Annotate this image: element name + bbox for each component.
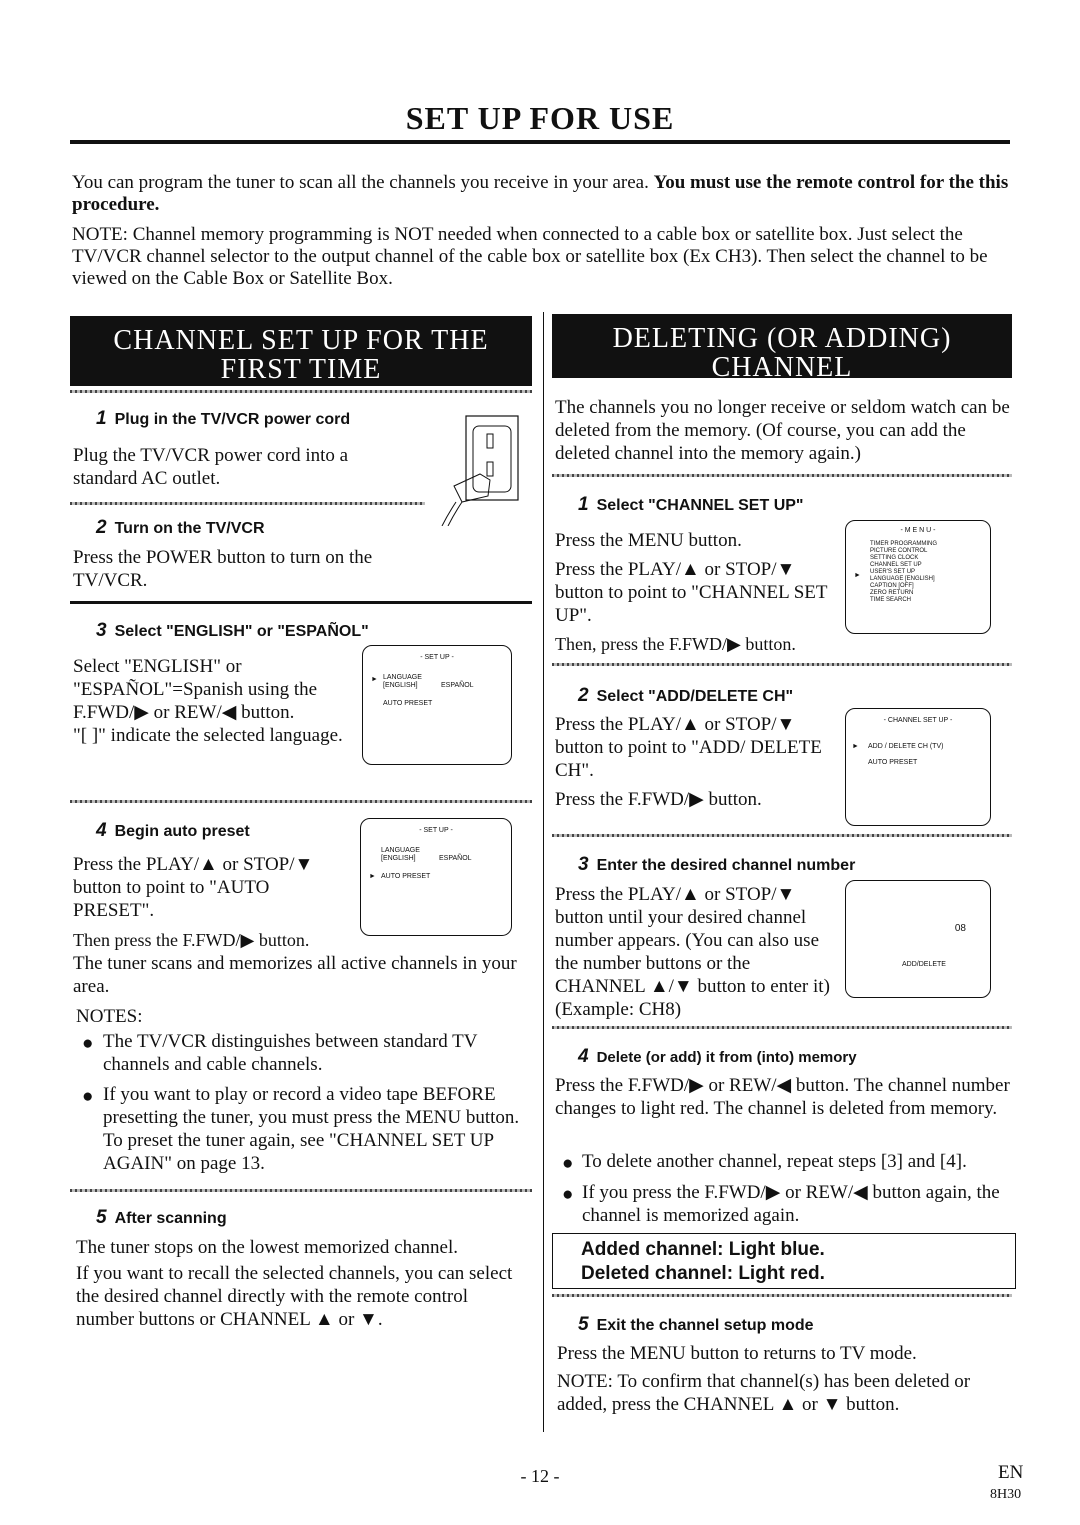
menu-item: ZERO RETURN bbox=[870, 590, 914, 596]
note-text: To confirm that channel(s) has been deleted or added, press the CHANNEL ▲ or ▼ button. bbox=[557, 1371, 971, 1415]
page-title: SET UP FOR USE bbox=[405, 100, 675, 136]
r-step-4-bullet-2: If you press the F.FWD/▶ or REW/◀ button again, the channel is memorized again. bbox=[582, 1182, 1000, 1226]
step-4-body: Press the PLAY/▲ or STOP/▼ button to point to "AUTO PRESET". bbox=[73, 854, 314, 921]
step-title-text: Begin auto preset bbox=[114, 823, 250, 840]
step-title-text: After scanning bbox=[114, 1210, 227, 1227]
step-3-body-note: "[ ]" indicate the selected language. bbox=[73, 725, 343, 746]
r-step-3-body: Press the PLAY/▲ or STOP/▼ button until your desired channel number appears. (You can also use the number buttons or the CHANNEL ▲/▼ button to enter it) (Example: CH8) bbox=[555, 884, 830, 1020]
r-step-2-title bbox=[578, 685, 793, 707]
menu-item: TIMER PROGRAMMING bbox=[870, 541, 937, 547]
divider bbox=[552, 1026, 1012, 1029]
screen-language-label: LANGUAGE bbox=[381, 847, 420, 854]
menu-item-list bbox=[870, 541, 937, 604]
title-rule bbox=[70, 140, 1010, 144]
step-number: 1 bbox=[96, 408, 107, 429]
step-number: 5 bbox=[96, 1207, 107, 1228]
column-divider bbox=[543, 312, 544, 1432]
intro-note-label: NOTE: bbox=[72, 224, 128, 245]
step-4-title bbox=[96, 820, 250, 842]
divider bbox=[552, 1294, 1012, 1297]
power-outlet-plug-icon bbox=[440, 406, 530, 526]
channel-number-screen bbox=[845, 880, 991, 998]
divider bbox=[70, 800, 532, 803]
step-number: 5 bbox=[578, 1314, 589, 1335]
step-3-title bbox=[96, 620, 369, 642]
intro-bold: You must use the remote control for the this procedure. bbox=[72, 172, 1009, 215]
screen-option-espanol: ESPAÑOL bbox=[441, 682, 474, 689]
step-2-title bbox=[96, 517, 265, 539]
cursor-arrow-icon: ► bbox=[371, 676, 378, 683]
screen-channel-number: 08 bbox=[954, 923, 966, 934]
step-number: 1 bbox=[578, 494, 589, 515]
r-step-5-note bbox=[557, 1370, 1017, 1416]
note-1: The TV/VCR distinguishes between standard TV channels and cable channels. bbox=[103, 1031, 478, 1075]
setup-screen-auto-preset bbox=[360, 818, 512, 936]
screen-option-auto-preset: AUTO PRESET bbox=[381, 873, 431, 880]
bullet-icon: ● bbox=[82, 1033, 94, 1054]
step-title-text: Select "CHANNEL SET UP" bbox=[596, 497, 804, 514]
step-2-body: Press the POWER button to turn on the TV/VCR. bbox=[73, 547, 373, 591]
step-title-text: Plug in the TV/VCR power cord bbox=[114, 411, 351, 428]
intro-note-text: Channel memory programming is NOT needed when connected to a cable box or satellite box. Just select the TV/VCR channel selector to the output channel of the cable box or satellite box (Ex CH3). Then select the channel to be viewed on the Cable Box or Satellite Box. bbox=[72, 224, 988, 289]
r-step-2-body-2: Press the F.FWD/▶ button. bbox=[555, 789, 762, 810]
r-step-4-bullet-1: To delete another channel, repeat steps [3] and [4]. bbox=[582, 1151, 967, 1172]
model-code: 8H30 bbox=[990, 1487, 1022, 1502]
step-title-text: Select "ENGLISH" or "ESPAÑOL" bbox=[114, 623, 369, 640]
step-3-body bbox=[73, 655, 351, 747]
step-number: 3 bbox=[578, 854, 589, 875]
color-legend-box bbox=[552, 1233, 1016, 1289]
screen-option-english: [ENGLISH] bbox=[383, 682, 418, 689]
setup-screen-language bbox=[362, 645, 512, 765]
step-1-body: Plug the TV/VCR power cord into a standard AC outlet. bbox=[73, 445, 349, 489]
r-step-2-body-1: Press the PLAY/▲ or STOP/▼ button to point to "ADD/ DELETE CH". bbox=[555, 714, 822, 781]
step-title-text: Select "ADD/DELETE CH" bbox=[596, 688, 794, 705]
cursor-arrow-icon: ► bbox=[854, 572, 861, 579]
bullet-icon: ● bbox=[562, 1153, 574, 1174]
step-5-body-1: The tuner stops on the lowest memorized channel. bbox=[76, 1237, 459, 1258]
intro-note bbox=[72, 224, 1012, 290]
screen-option-auto-preset: AUTO PRESET bbox=[383, 700, 433, 707]
step-title-text: Turn on the TV/VCR bbox=[114, 520, 265, 537]
step-title-text: Delete (or add) it from (into) memory bbox=[596, 1049, 857, 1066]
screen-option-auto-preset: AUTO PRESET bbox=[868, 759, 918, 766]
step-number: 2 bbox=[578, 685, 589, 706]
cursor-arrow-icon: ► bbox=[369, 873, 376, 880]
r-step-1-body-1: Press the MENU button. bbox=[555, 530, 742, 551]
notes-label: NOTES: bbox=[76, 1006, 143, 1027]
screen-option-add-delete: ADD / DELETE CH (TV) bbox=[868, 743, 944, 750]
screen-header: - SET UP - bbox=[420, 654, 454, 661]
added-channel-legend: Added channel: Light blue. bbox=[581, 1239, 825, 1260]
screen-option-english: [ENGLISH] bbox=[381, 855, 416, 862]
channel-setup-screen bbox=[845, 708, 991, 826]
page-number: - 12 - bbox=[520, 1466, 560, 1486]
bullet-icon: ● bbox=[82, 1086, 94, 1107]
intro-text: You can program the tuner to scan all the channels you receive in your area. bbox=[72, 172, 649, 193]
r-step-3-title bbox=[578, 854, 855, 876]
r-step-1-body-2: Press the PLAY/▲ or STOP/▼ button to point to "CHANNEL SET UP". bbox=[555, 559, 828, 626]
screen-header: - M E N U - bbox=[900, 527, 936, 534]
step-5-body-2: If you want to recall the selected channels, you can select the desired channel directly with the remote control number buttons or CHANNEL ▲ or ▼. bbox=[76, 1263, 513, 1330]
right-intro: The channels you no longer receive or seldom watch can be deleted from the memory. (Of course, you can add the deleted channel into the memory again.) bbox=[555, 397, 1010, 464]
bullet-icon: ● bbox=[562, 1184, 574, 1205]
divider bbox=[552, 474, 1012, 477]
step-number: 4 bbox=[96, 820, 107, 841]
left-banner-line1: CHANNEL SET UP FOR THE bbox=[113, 325, 489, 356]
language-code: EN bbox=[998, 1462, 1024, 1483]
menu-item: CAPTION [OFF] bbox=[870, 583, 914, 589]
screen-language-label: LANGUAGE bbox=[383, 674, 422, 681]
step-number: 2 bbox=[96, 517, 107, 538]
step-title-text: Exit the channel setup mode bbox=[596, 1317, 814, 1334]
divider bbox=[552, 834, 1012, 837]
intro-paragraph bbox=[72, 172, 1012, 216]
screen-header: - SET UP - bbox=[419, 827, 453, 834]
cursor-arrow-icon: ► bbox=[852, 743, 859, 750]
step-4-body-3: The tuner scans and memorizes all active channels in your area. bbox=[73, 953, 517, 997]
left-banner bbox=[70, 316, 532, 386]
divider bbox=[70, 502, 425, 505]
menu-item: TIME SEARCH bbox=[870, 597, 912, 603]
step-title-text: Enter the desired channel number bbox=[596, 857, 856, 874]
right-banner-line1: DELETING (OR ADDING) bbox=[612, 323, 952, 354]
step-number: 3 bbox=[96, 620, 107, 641]
menu-item: SETTING CLOCK bbox=[870, 555, 919, 561]
right-banner-line2: CHANNEL bbox=[711, 352, 853, 383]
r-step-1-title bbox=[578, 494, 804, 516]
divider bbox=[70, 601, 532, 604]
divider bbox=[70, 1189, 532, 1192]
r-step-5-body: Press the MENU button to returns to TV mode. bbox=[557, 1343, 917, 1364]
step-3-body-line: Select "ENGLISH" or "ESPAÑOL"=Spanish using the F.FWD/▶ or REW/◀ button. bbox=[73, 656, 318, 723]
screen-option-espanol: ESPAÑOL bbox=[439, 855, 472, 862]
divider bbox=[552, 663, 1012, 666]
step-number: 4 bbox=[578, 1046, 589, 1067]
deleted-channel-legend: Deleted channel: Light red. bbox=[581, 1263, 825, 1284]
menu-screen bbox=[845, 520, 991, 634]
r-step-4-body: Press the F.FWD/▶ or REW/◀ button. The channel number changes to light red. The channel is deleted from memory. bbox=[555, 1075, 1010, 1119]
menu-item: USER'S SET UP bbox=[870, 569, 916, 575]
left-banner-line2: FIRST TIME bbox=[220, 354, 382, 385]
divider bbox=[70, 390, 532, 393]
note-label: NOTE: bbox=[557, 1371, 613, 1392]
menu-item: CHANNEL SET UP bbox=[870, 562, 922, 568]
screen-header: - CHANNEL SET UP - bbox=[883, 717, 953, 724]
step-5-title bbox=[96, 1207, 227, 1229]
r-step-4-title bbox=[578, 1046, 857, 1068]
right-banner bbox=[552, 314, 1012, 383]
r-step-1-body-3: Then, press the F.FWD/▶ button. bbox=[555, 634, 796, 654]
r-step-5-title bbox=[578, 1314, 814, 1336]
step-1-title bbox=[96, 408, 350, 430]
screen-add-delete-label: ADD/DELETE bbox=[902, 961, 946, 968]
menu-item: PICTURE CONTROL bbox=[870, 548, 928, 554]
step-4-body-2: Then press the F.FWD/▶ button. bbox=[73, 930, 310, 950]
note-2: If you want to play or record a video tape BEFORE presetting the tuner, you must press the MENU button. To preset the tuner again, see "CHANNEL SET UP AGAIN" on page 13. bbox=[103, 1084, 520, 1174]
menu-item: LANGUAGE [ENGLISH] bbox=[870, 576, 935, 582]
